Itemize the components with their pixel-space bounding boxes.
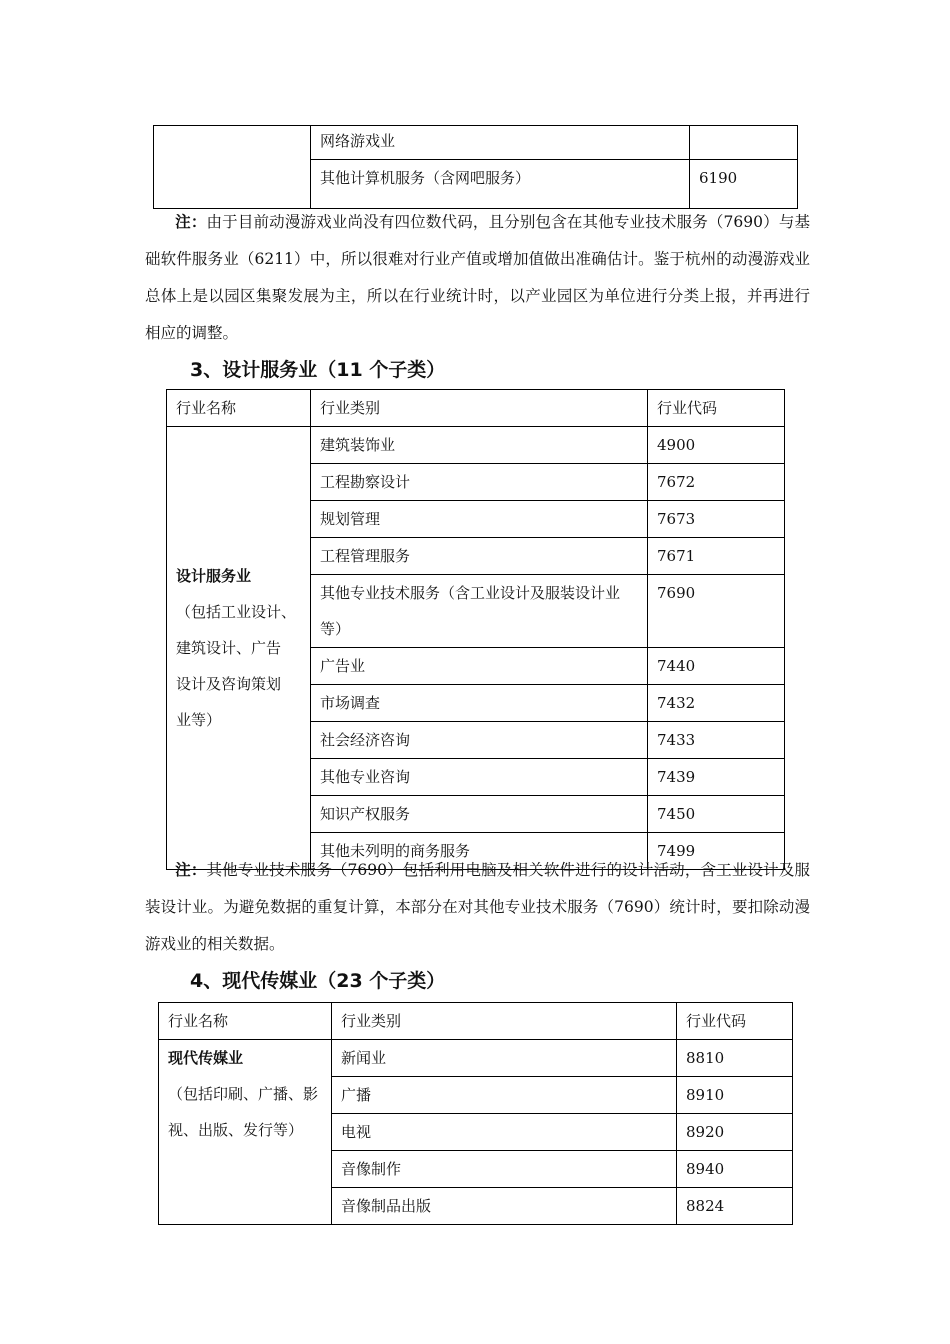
code-cell: 8920 <box>677 1114 793 1151</box>
industry-desc-line: 视、出版、发行等） <box>168 1121 304 1139</box>
table-row <box>154 126 798 160</box>
category-cell: 市场调查 <box>311 685 648 722</box>
code-cell: 7499 <box>648 833 785 870</box>
category-cell: 建筑装饰业 <box>311 427 648 464</box>
table-design-services <box>166 389 785 870</box>
code-cell: 7439 <box>648 759 785 796</box>
table-header-row <box>167 390 785 427</box>
code-cell: 7690 <box>648 575 785 648</box>
industry-name: 设计服务业 <box>176 567 252 585</box>
code-cell: 7672 <box>648 464 785 501</box>
code-cell: 7440 <box>648 648 785 685</box>
code-cell: 6190 <box>690 160 798 209</box>
header-code: 行业代码 <box>648 390 785 427</box>
category-cell: 音像制品出版 <box>332 1188 677 1225</box>
note-label: 注： <box>175 213 207 231</box>
table-row <box>159 1040 793 1077</box>
code-cell: 7433 <box>648 722 785 759</box>
table-top <box>153 125 798 209</box>
note-label: 注： <box>175 861 207 879</box>
note-text: 其他专业技术服务（7690）包括利用电脑及相关软件进行的设计活动，含工业设计及服装设计业。为避免数据的重复计算，本部分在对其他专业技术服务（7690）统计时，要扣除动漫游戏业的相关数据。 <box>145 861 810 953</box>
industry-name-cell <box>159 1040 332 1225</box>
header-category: 行业类别 <box>311 390 648 427</box>
industry-desc-line: 设计及咨询策划 <box>176 675 282 693</box>
section-heading: 4、现代传媒业（23 个子类） <box>190 970 446 992</box>
table-modern-media <box>158 1002 793 1225</box>
code-cell: 8910 <box>677 1077 793 1114</box>
category-cell: 音像制作 <box>332 1151 677 1188</box>
industry-desc-line: 建筑设计、广告 <box>176 639 282 657</box>
category-cell: 其他专业咨询 <box>311 759 648 796</box>
code-cell <box>690 126 798 160</box>
code-cell: 7671 <box>648 538 785 575</box>
code-cell: 8940 <box>677 1151 793 1188</box>
code-cell: 7432 <box>648 685 785 722</box>
code-cell: 8810 <box>677 1040 793 1077</box>
category-cell: 知识产权服务 <box>311 796 648 833</box>
header-code: 行业代码 <box>677 1003 793 1040</box>
industry-name: 现代传媒业 <box>168 1049 244 1067</box>
category-cell: 其他未列明的商务服务 <box>311 833 648 870</box>
industry-desc-line: （包括工业设计、 <box>176 603 297 621</box>
industry-name-cell <box>154 126 311 209</box>
category-cell: 电视 <box>332 1114 677 1151</box>
note-2 <box>145 852 810 963</box>
header-name: 行业名称 <box>159 1003 332 1040</box>
table-header-row <box>159 1003 793 1040</box>
code-cell: 7673 <box>648 501 785 538</box>
table-row <box>167 427 785 464</box>
code-cell: 8824 <box>677 1188 793 1225</box>
category-cell: 其他计算机服务（含网吧服务） <box>311 160 690 209</box>
code-cell: 7450 <box>648 796 785 833</box>
category-cell: 工程管理服务 <box>311 538 648 575</box>
category-cell: 规划管理 <box>311 501 648 538</box>
category-cell: 网络游戏业 <box>311 126 690 160</box>
industry-name-cell <box>167 427 311 870</box>
category-cell: 广告业 <box>311 648 648 685</box>
section-heading: 3、设计服务业（11 个子类） <box>190 359 446 381</box>
note-text: 由于目前动漫游戏业尚没有四位数代码，且分别包含在其他专业技术服务（7690）与基础软件服务业（6211）中，所以很难对行业产值或增加值做出准确估计。鉴于杭州的动漫游戏业总体上是以园区集聚发展为主，所以在行业统计时，以产业园区为单位进行分类上报，并再进行相应的调整。 <box>145 213 810 342</box>
note-1 <box>145 204 810 352</box>
category-cell: 其他专业技术服务（含工业设计及服装设计业等） <box>311 575 648 648</box>
industry-desc-line: （包括印刷、广播、影 <box>168 1085 319 1103</box>
header-name: 行业名称 <box>167 390 311 427</box>
category-cell: 工程勘察设计 <box>311 464 648 501</box>
code-cell: 4900 <box>648 427 785 464</box>
category-cell: 社会经济咨询 <box>311 722 648 759</box>
industry-desc-line: 业等） <box>176 711 222 729</box>
category-cell: 新闻业 <box>332 1040 677 1077</box>
category-cell: 广播 <box>332 1077 677 1114</box>
header-category: 行业类别 <box>332 1003 677 1040</box>
